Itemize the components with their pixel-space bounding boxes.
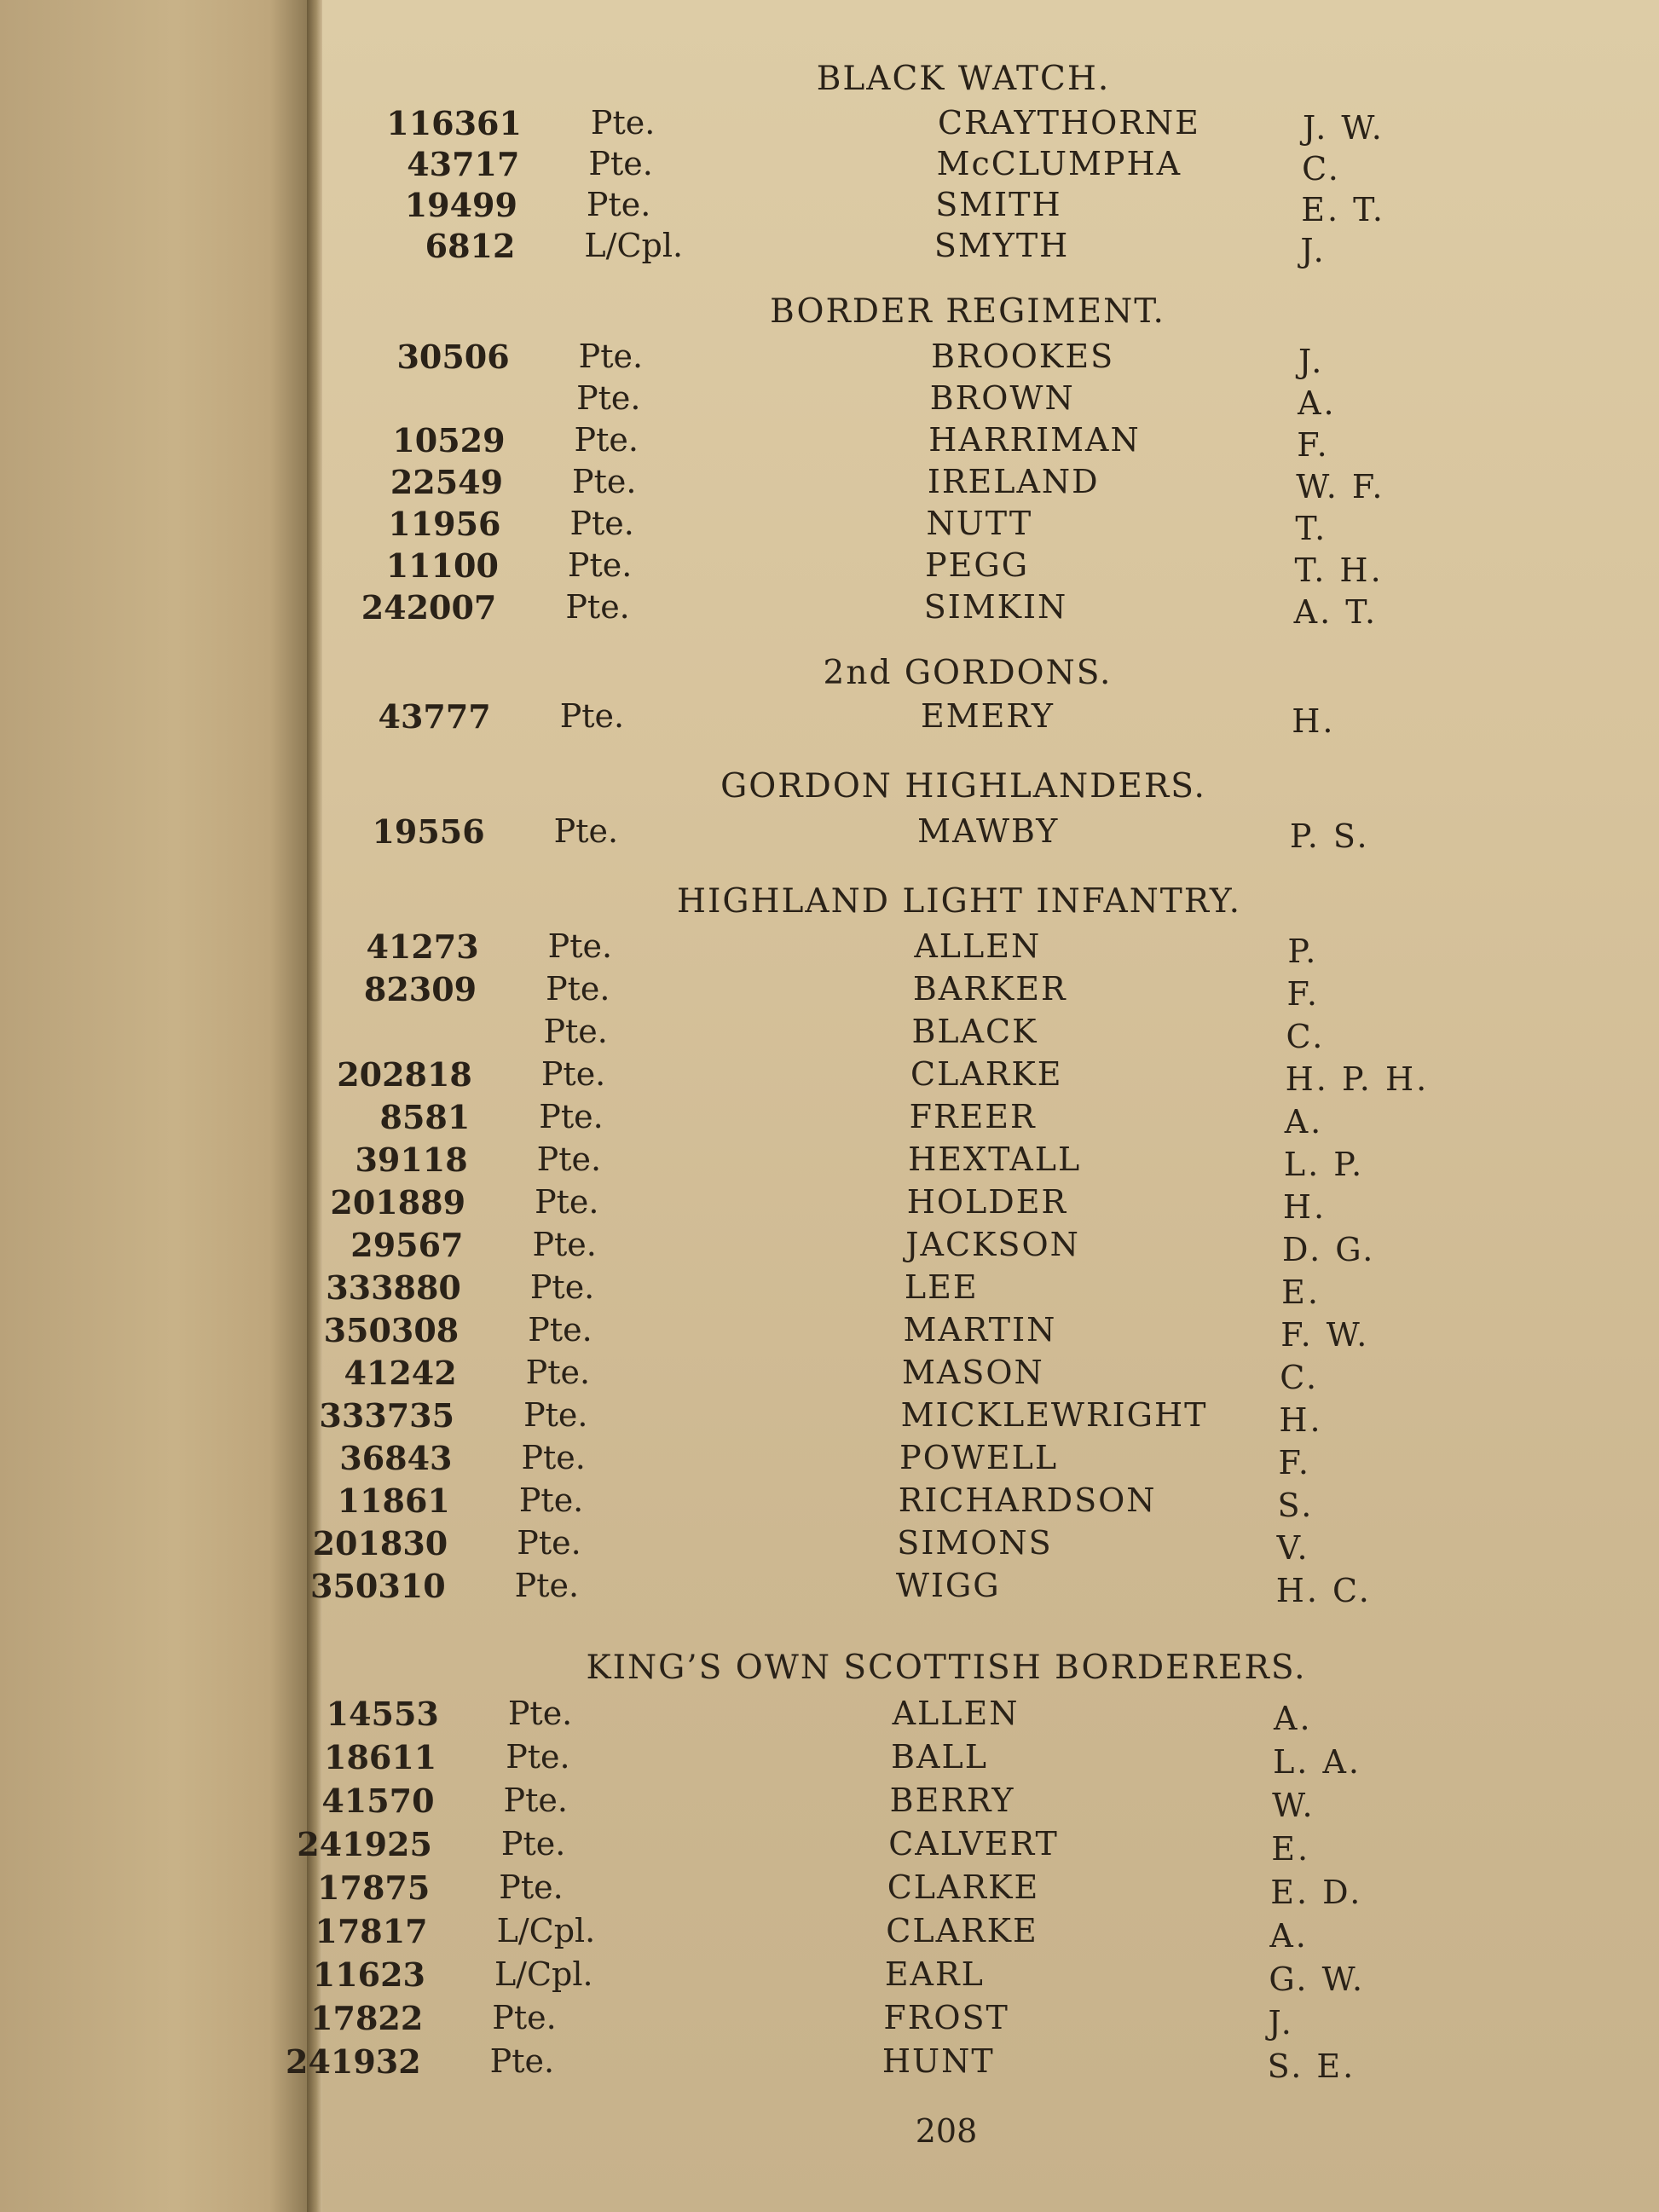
roll-entry (0, 1396, 1659, 1439)
surname: ALLEN (892, 1695, 1020, 1732)
service-number: 202818 (337, 1055, 472, 1094)
rank: Pte. (500, 1825, 566, 1863)
surname: EMERY (921, 697, 1055, 735)
initials: J. (1300, 232, 1327, 269)
rank: Pte. (559, 697, 625, 735)
surname: HEXTALL (908, 1141, 1082, 1178)
page-number: 208 (915, 2112, 978, 2150)
roll-entry (0, 1226, 1659, 1268)
service-number: 36843 (339, 1439, 453, 1477)
service-number: 43717 (407, 145, 520, 183)
initials: J. (1268, 2004, 1294, 2042)
surname: MASON (902, 1354, 1044, 1391)
roll-entry (0, 970, 1659, 1013)
rank: Pte. (590, 104, 656, 141)
rank: Pte. (574, 421, 639, 459)
service-number: 41273 (366, 927, 479, 966)
initials: F. W. (1280, 1316, 1370, 1354)
rank: Pte. (532, 1226, 597, 1263)
initials: A. (1269, 1917, 1309, 1955)
initials: F. (1278, 1444, 1311, 1481)
initials: S. (1277, 1487, 1315, 1524)
initials: L. P. (1283, 1146, 1365, 1183)
rank: Pte. (553, 812, 619, 850)
initials: P. (1287, 933, 1319, 970)
service-number: 333880 (326, 1268, 461, 1307)
surname: BALL (891, 1738, 988, 1776)
surname: BLACK (911, 1013, 1038, 1050)
roll-entry (0, 1268, 1659, 1311)
service-number: 116361 (386, 104, 522, 142)
service-number: 350310 (310, 1567, 446, 1605)
roll-entry (0, 1695, 1659, 1737)
initials: T. H. (1294, 552, 1384, 589)
rank: Pte. (536, 1141, 602, 1178)
surname: CLARKE (910, 1055, 1063, 1093)
initials: G. W. (1269, 1961, 1366, 1998)
rank: Pte. (588, 145, 653, 182)
rank: Pte. (506, 1738, 570, 1776)
rank: Pte. (569, 505, 634, 542)
surname: BERRY (889, 1782, 1015, 1819)
surname: HOLDER (906, 1183, 1068, 1221)
initials: H. (1292, 702, 1336, 740)
rank: Pte. (525, 1354, 591, 1391)
service-number: 17875 (317, 1868, 431, 1907)
roll-entry (0, 812, 1659, 855)
rank: Pte. (529, 1268, 595, 1306)
rank: Pte. (499, 1868, 564, 1906)
rank: Pte. (521, 1439, 586, 1476)
initials: C. (1280, 1359, 1320, 1396)
roll-entry (0, 338, 1659, 380)
roll-entry (0, 104, 1659, 147)
initials: P. S. (1289, 817, 1370, 855)
rank: Pte. (567, 546, 633, 584)
initials: E. (1271, 1830, 1311, 1868)
service-number: 22549 (390, 463, 504, 501)
surname: BROWN (929, 379, 1075, 417)
service-number: 17817 (315, 1912, 428, 1950)
rank: Pte. (586, 186, 651, 223)
initials: A. T. (1293, 593, 1379, 631)
surname: WIGG (895, 1567, 1001, 1604)
roll-entry (0, 1999, 1659, 2042)
roll-entry (0, 546, 1659, 589)
service-number: 242007 (361, 588, 497, 627)
rank: Pte. (507, 1695, 573, 1732)
surname: NUTT (926, 505, 1033, 542)
rank: Pte. (572, 463, 637, 500)
regiment-heading: 2nd GORDONS. (823, 654, 1113, 692)
surname: SIMONS (897, 1524, 1053, 1562)
roll-entry (0, 1912, 1659, 1955)
surname: RICHARDSON (898, 1481, 1157, 1519)
service-number: 201830 (312, 1524, 448, 1562)
roll-entry (0, 1567, 1659, 1609)
surname: ALLEN (914, 927, 1042, 965)
initials: E. (1281, 1273, 1321, 1311)
rank: Pte. (503, 1782, 568, 1819)
roll-entry (0, 1098, 1659, 1141)
rank: Pte. (517, 1524, 581, 1562)
regiment-heading: KING’S OWN SCOTTISH BORDERERS. (586, 1649, 1307, 1687)
roll-entry (0, 1013, 1659, 1055)
rank: Pte. (514, 1567, 580, 1604)
rank: Pte. (535, 1183, 599, 1221)
service-number: 11100 (385, 546, 499, 585)
rank: L/Cpl. (584, 227, 684, 264)
service-number: 350308 (323, 1311, 460, 1349)
surname: FREER (909, 1098, 1037, 1135)
service-number: 11623 (312, 1955, 425, 1994)
rank: Pte. (489, 2042, 555, 2080)
service-number: 17822 (310, 1999, 424, 2037)
rank: Pte. (528, 1311, 592, 1349)
surname: SIMKIN (923, 588, 1068, 626)
initials: E. D. (1270, 1874, 1363, 1911)
rank: Pte. (543, 1013, 608, 1050)
surname: CALVERT (888, 1825, 1059, 1863)
service-number: 30506 (396, 338, 510, 376)
surname: IRELAND (927, 463, 1100, 500)
initials: L. A. (1273, 1743, 1361, 1781)
initials: A. (1298, 384, 1337, 422)
roll-entry (0, 1183, 1659, 1226)
service-number: 333735 (319, 1396, 455, 1435)
rank: Pte. (518, 1481, 584, 1519)
surname: BARKER (912, 970, 1067, 1008)
initials: C. (1286, 1018, 1326, 1055)
surname: CLARKE (886, 1912, 1038, 1949)
roll-entry (0, 186, 1659, 228)
roll-entry (0, 145, 1659, 188)
rank: L/Cpl. (496, 1912, 596, 1949)
roll-entry (0, 1955, 1659, 1998)
service-number: 19499 (404, 186, 517, 224)
service-number: 41242 (344, 1354, 457, 1392)
regiment-heading: BLACK WATCH. (816, 60, 1111, 98)
roll-entry (0, 697, 1659, 740)
initials: D. G. (1282, 1231, 1376, 1268)
roll-entry (0, 1825, 1659, 1868)
surname: SMITH (935, 186, 1062, 223)
rank: Pte. (576, 379, 641, 417)
roll-entry (0, 463, 1659, 505)
surname: BROOKES (931, 338, 1115, 375)
surname: HUNT (882, 2042, 995, 2080)
rank: Pte. (523, 1396, 588, 1434)
initials: H. P. H. (1285, 1060, 1430, 1098)
rank: L/Cpl. (494, 1955, 593, 1993)
initials: F. (1297, 426, 1330, 464)
initials: A. (1284, 1103, 1324, 1141)
service-number: 82309 (363, 970, 477, 1008)
roll-entry (0, 505, 1659, 547)
service-number: 43777 (378, 697, 491, 736)
initials: C. (1302, 150, 1341, 188)
initials: H. C. (1275, 1572, 1372, 1609)
roll-entry (0, 2042, 1659, 2085)
surname: POWELL (899, 1439, 1059, 1476)
service-number: 201889 (330, 1183, 466, 1222)
surname: JACKSON (905, 1226, 1080, 1263)
surname: MARTIN (903, 1311, 1057, 1349)
roll-entry (0, 1055, 1659, 1098)
initials: J. (1298, 343, 1325, 380)
regiment-heading: HIGHLAND LIGHT INFANTRY. (676, 882, 1242, 921)
roll-entry (0, 379, 1659, 422)
surname: MAWBY (917, 812, 1060, 850)
service-number: 241932 (286, 2042, 421, 2081)
roll-entry (0, 588, 1659, 631)
surname: HARRIMAN (928, 421, 1141, 459)
regiment-heading: BORDER REGIMENT. (770, 292, 1165, 331)
service-number: 18611 (324, 1738, 437, 1776)
initials: W. F. (1296, 468, 1385, 505)
surname: EARL (884, 1955, 985, 1993)
rank: Pte. (539, 1098, 604, 1135)
rank: Pte. (540, 1055, 606, 1093)
roll-entry (0, 227, 1659, 269)
initials: F. (1286, 975, 1320, 1013)
roll-entry (0, 1738, 1659, 1781)
surname: CLARKE (887, 1868, 1040, 1906)
roll-entry (0, 1524, 1659, 1567)
surname: CRAYTHORNE (937, 104, 1200, 141)
roll-entry (0, 1141, 1659, 1183)
roll-entry (0, 421, 1659, 464)
roll-entry (0, 1354, 1659, 1396)
surname: FROST (883, 1999, 1009, 2036)
roll-entry (0, 1868, 1659, 1911)
rank: Pte. (547, 927, 613, 965)
service-number: 14553 (326, 1695, 439, 1733)
surname: MICKLEWRIGHT (900, 1396, 1208, 1434)
surname: SMYTH (934, 227, 1070, 264)
service-number: 11861 (337, 1481, 450, 1520)
service-number: 19556 (372, 812, 485, 851)
initials: W. (1272, 1787, 1315, 1824)
service-number: 29567 (350, 1226, 464, 1264)
service-number: 10529 (392, 421, 506, 459)
service-number: 11956 (388, 505, 501, 543)
regiment-heading: GORDON HIGHLANDERS. (720, 767, 1206, 806)
rank: Pte. (546, 970, 610, 1008)
roll-entry (0, 1481, 1659, 1524)
roll-entry (0, 1439, 1659, 1481)
initials: J. W. (1302, 109, 1384, 147)
rank: Pte. (565, 588, 630, 626)
roll-entry (0, 1311, 1659, 1354)
initials: V. (1276, 1529, 1310, 1567)
surname: LEE (904, 1268, 979, 1306)
rank: Pte. (492, 1999, 557, 2036)
service-number: 8581 (379, 1098, 471, 1136)
rank: Pte. (578, 338, 644, 375)
initials: T. (1295, 510, 1328, 547)
service-number: 39118 (355, 1141, 468, 1179)
roll-entry (0, 927, 1659, 970)
service-number: 41570 (321, 1782, 435, 1820)
service-number: 6812 (425, 227, 516, 265)
initials: E. T. (1301, 191, 1385, 228)
surname: PEGG (925, 546, 1030, 584)
initials: A. (1274, 1700, 1313, 1737)
service-number: 241925 (297, 1825, 432, 1863)
initials: H. (1282, 1188, 1327, 1226)
initials: S. E. (1267, 2047, 1356, 2085)
initials: H. (1279, 1401, 1323, 1439)
surname: McCLUMPHA (936, 145, 1182, 182)
roll-entry (0, 1782, 1659, 1824)
